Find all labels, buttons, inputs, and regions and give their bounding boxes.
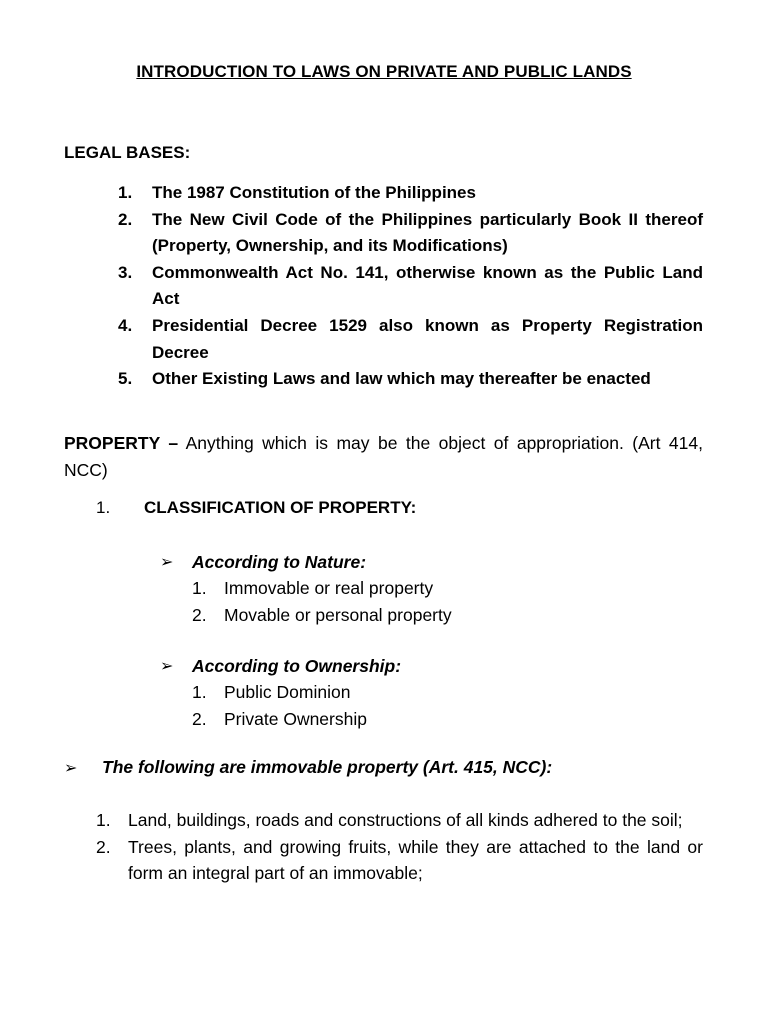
arrow-bullet-icon: ➢ [160,658,174,675]
list-item [118,313,703,366]
list-number: 2. [192,708,207,729]
list-text: Commonwealth Act No. 141, otherwise known as the Public Land Act [152,262,703,309]
list-number: 1. [118,183,133,202]
immovable-heading-row [64,757,552,778]
list-item [192,602,452,629]
list-item [118,260,703,313]
list-number: 5. [118,369,133,389]
property-term: PROPERTY – [64,433,179,453]
list-text: Presidential Decree 1529 also known as Property Registration Decree [152,315,703,362]
list-text: Other Existing Laws and law which may thereafter be enacted [152,369,651,389]
list-number: 2. [118,209,133,229]
ownership-group [160,653,401,732]
list-text: Public Dominion [224,682,351,702]
list-item [118,207,703,260]
legal-bases-heading: LEGAL BASES: [64,143,191,162]
classification-heading-row [96,498,416,518]
property-definition-text: Anything which is may be the object of appropriation. (Art 414, NCC) [64,433,703,480]
list-item [118,180,703,207]
nature-heading: According to Nature: [192,551,367,572]
property-definition [64,430,703,483]
ownership-list [160,679,401,732]
list-number: 2. [96,836,111,857]
list-text: The 1987 Constitution of the Philippines [152,183,476,202]
list-item [96,834,703,887]
arrow-bullet-icon: ➢ [160,554,174,571]
ownership-heading: According to Ownership: [192,655,402,676]
ownership-heading-row [160,653,401,679]
list-number: 3. [118,262,133,282]
nature-group [160,549,452,628]
list-text: Immovable or real property [224,578,434,598]
arrow-bullet-icon: ➢ [64,759,78,777]
immovable-list [96,807,703,887]
list-number: 2. [192,604,207,625]
list-number: 1. [192,682,207,702]
list-number: 4. [118,315,133,335]
list-text: Movable or personal property [224,604,452,625]
legal-bases-list [118,180,703,393]
list-number: 1. [192,578,207,598]
immovable-heading: The following are immovable property (Art. 415, NCC): [102,757,553,777]
list-item [192,575,452,602]
list-item [192,706,401,733]
list-item [96,807,703,834]
nature-list [160,575,452,628]
list-text: Private Ownership [224,708,367,729]
list-item [118,366,703,393]
list-text: Land, buildings, roads and constructions of all kinds adhered to the soil; [128,810,683,830]
list-number: 1. [96,810,111,830]
list-text: The New Civil Code of the Philippines particularly Book II thereof (Property, Ownership, and its Modifications) [152,209,703,256]
classification-number: 1. [96,498,111,517]
document-title: INTRODUCTION TO LAWS ON PRIVATE AND PUBLIC LANDS [136,62,632,81]
list-item [192,679,401,706]
classification-heading: CLASSIFICATION OF PROPERTY: [144,498,417,517]
list-text: Trees, plants, and growing fruits, while they are attached to the land or form an integral part of an immovable; [128,836,703,883]
nature-heading-row [160,549,452,575]
